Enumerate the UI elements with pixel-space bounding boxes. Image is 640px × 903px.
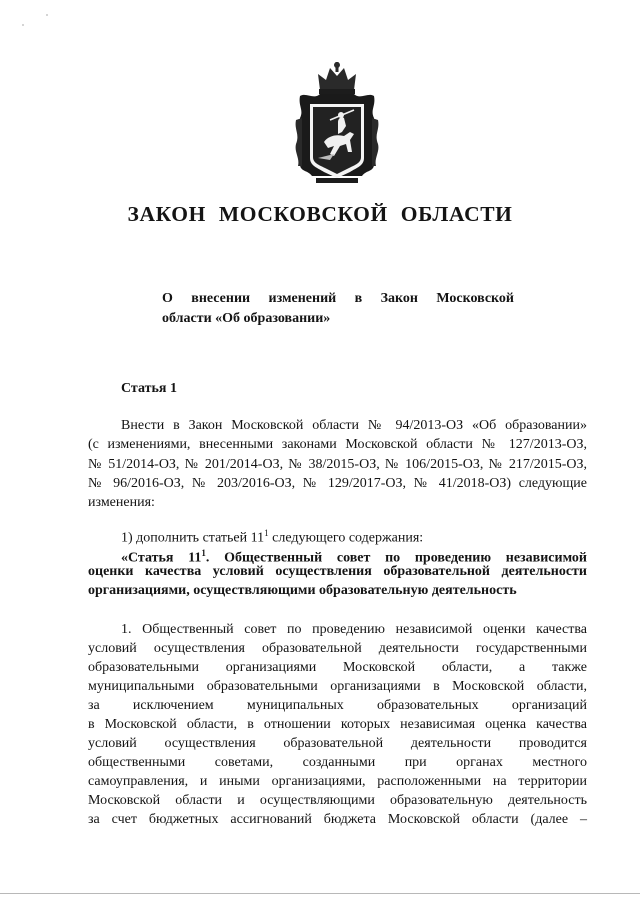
paragraph-line: в Московской области, в отношении которых независимая оценка качества (88, 717, 587, 732)
new-article-rest: . Общественный совет по проведению независимой (205, 550, 587, 566)
new-article-title-line: организациями, осуществляющими образовательную деятельность (88, 583, 517, 598)
amendment-item-prefix: 1) дополнить статьей 11 (121, 530, 265, 546)
scan-speck (22, 24, 24, 26)
scan-speck (46, 14, 48, 16)
paragraph-line: за исключением муниципальных образовательных организаций (88, 698, 587, 713)
paragraph-line: 1. Общественный совет по проведению независимой оценки качества (121, 622, 587, 637)
intro-line: (с изменениями, внесенными законами Московской области № 127/2013-ОЗ, (88, 437, 587, 452)
intro-line: Внести в Закон Московской области № 94/2013-ОЗ «Об образовании» (121, 418, 587, 433)
new-article-prefix: «Статья 11 (121, 550, 202, 566)
subject-line: О внесении изменений в Закон Московской (162, 291, 514, 306)
superscript: 1 (201, 548, 206, 558)
paragraph-line: условий осуществления образовательной деятельности государственными (88, 641, 587, 656)
amendment-item-suffix: следующего содержания: (268, 530, 424, 546)
moscow-oblast-coat-of-arms-icon (294, 60, 380, 184)
law-subject (162, 289, 514, 329)
intro-line: № 96/2016-ОЗ, № 203/2016-ОЗ, № 129/2017-ОЗ, № 41/2018-ОЗ) следующие (88, 476, 587, 491)
paragraph-line: муниципальными образовательными организациями в Московской области, (88, 679, 587, 694)
intro-line: изменения: (88, 495, 155, 510)
paragraph-line: самоуправления, и иными организациями, расположенными на территории (88, 774, 587, 789)
law-title: ЗАКОН МОСКОВСКОЙ ОБЛАСТИ (127, 202, 513, 226)
superscript: 1 (264, 528, 269, 538)
paragraph-line: за счет бюджетных ассигнований бюджета Московской области (далее – (88, 812, 587, 827)
paragraph-line: общественными советами, созданными при органах местного (88, 755, 587, 770)
paragraph-line: образовательными организациями Московской области, а также (88, 660, 587, 675)
new-article-title-line: оценки качества условий осуществления образовательной деятельности (88, 564, 587, 579)
paragraph-line: условий осуществления образовательной деятельности проводится (88, 736, 587, 751)
page-bottom-edge (0, 893, 640, 894)
article-heading: Статья 1 (121, 381, 177, 396)
paragraph-line: Московской области и осуществляющими образовательную деятельность (88, 793, 587, 808)
intro-line: № 51/2014-ОЗ, № 201/2014-ОЗ, № 38/2015-ОЗ, № 106/2015-ОЗ, № 217/2015-ОЗ, (88, 457, 587, 472)
subject-line: области «Об образовании» (162, 311, 331, 326)
